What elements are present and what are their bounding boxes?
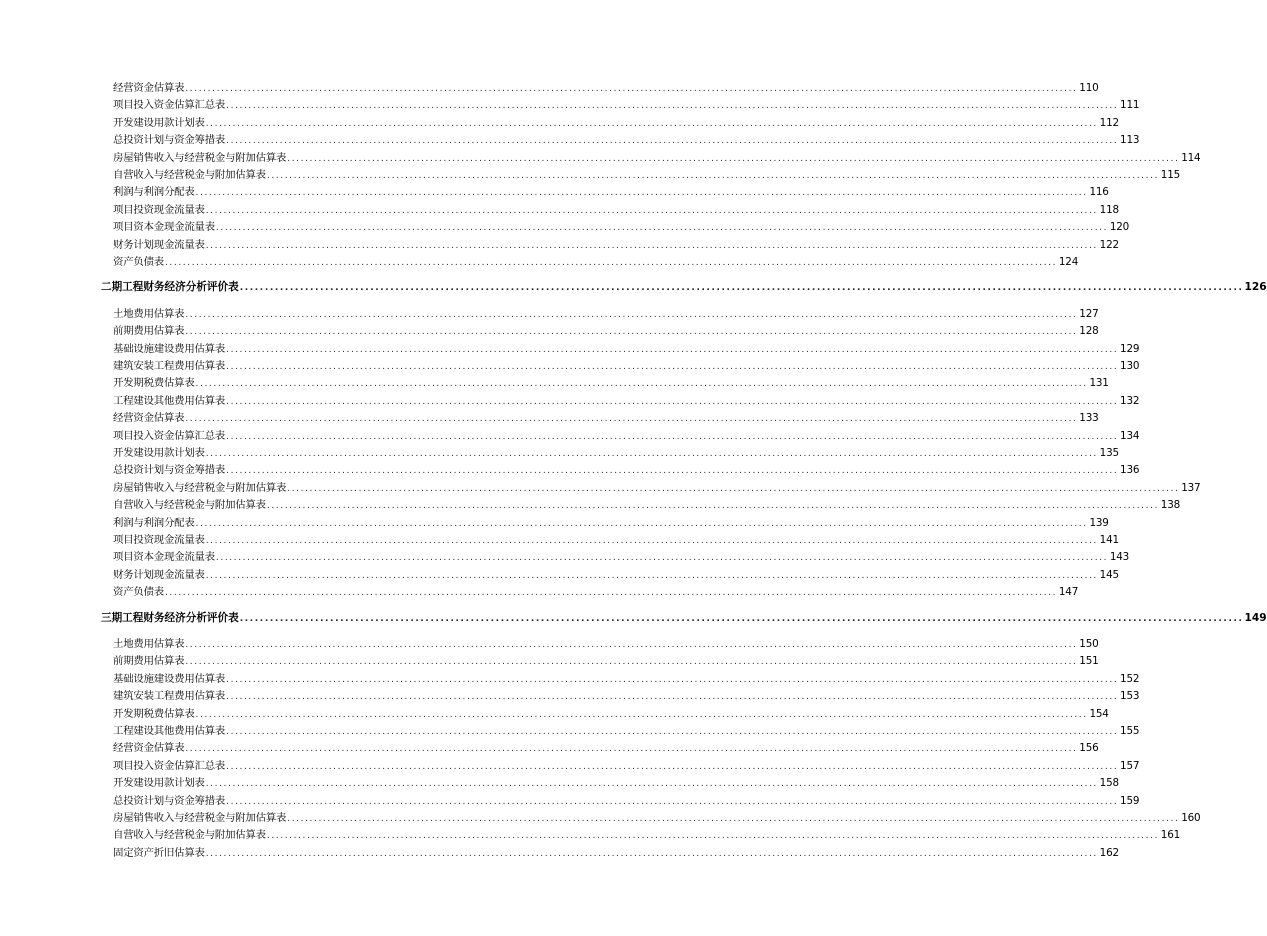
toc-dot-leader: ........................................................................................................................................................................................................ (164, 258, 1058, 268)
toc-entry-title: 项目投入资金估算汇总表 (113, 759, 226, 772)
toc-entry-title: 开发期税费估算表 (113, 707, 195, 720)
toc-entry-title: 房屋销售收入与经营税金与附加估算表 (113, 481, 287, 494)
toc-page-number: 145 (1099, 568, 1119, 581)
toc-entry[interactable] (113, 98, 1140, 112)
toc-entry-title: 财务计划现金流量表 (113, 238, 205, 251)
toc-entry-title: 开发建设用款计划表 (113, 777, 205, 790)
toc-entry[interactable] (113, 324, 1099, 338)
toc-entry[interactable] (113, 359, 1140, 373)
toc-dot-leader: ........................................................................................................................................................................................................ (185, 640, 1078, 650)
toc-entry[interactable] (113, 463, 1140, 477)
toc-entry[interactable] (113, 185, 1109, 199)
toc-dot-leader: ........................................................................................................................................................................................................ (226, 761, 1119, 772)
toc-entry-title: 财务计划现金流量表 (113, 568, 205, 581)
toc-entry-title: 自营收入与经营税金与附加估算表 (113, 169, 266, 181)
toc-page-number: 130 (1120, 360, 1140, 372)
toc-entry[interactable] (113, 637, 1099, 651)
toc-dot-leader: ........................................................................................................................................................................................................ (205, 570, 1098, 581)
toc-dot-leader: ........................................................................................................................................................................................................ (226, 431, 1119, 442)
toc-page-number: 133 (1079, 412, 1099, 425)
toc-entry-title: 开发建设用款计划表 (113, 116, 205, 129)
toc-page-number: 120 (1109, 221, 1130, 234)
toc-page-number: 155 (1120, 725, 1140, 737)
toc-entry[interactable] (113, 376, 1109, 390)
toc-dot-leader: ........................................................................................................................................................................................................ (205, 848, 1098, 859)
toc-page-number: 157 (1120, 759, 1140, 772)
toc-page-number: 135 (1099, 447, 1119, 459)
toc-page-number: 118 (1099, 203, 1119, 216)
toc-dot-leader: ........................................................................................................................................................................................................ (195, 709, 1088, 720)
toc-dot-leader: ........................................................................................................................................................................................................ (226, 101, 1119, 112)
toc-dot-leader: ........................................................................................................................................................................................................ (185, 414, 1078, 425)
toc-dot-leader: ........................................................................................................................................................................................................ (205, 205, 1098, 216)
toc-entry[interactable] (113, 307, 1099, 321)
toc-dot-leader: ........................................................................................................................................................................................................ (205, 118, 1098, 129)
toc-page-number: 162 (1099, 846, 1119, 859)
toc-page-number: 114 (1181, 151, 1201, 164)
toc-entry-title: 经营资金估算表 (113, 82, 185, 94)
toc-dot-leader: ........................................................................................................................................................................................................ (226, 692, 1119, 703)
toc-entry[interactable] (113, 516, 1109, 530)
toc-dot-leader: ........................................................................................................................................................................................................ (226, 396, 1119, 407)
toc-dot-leader: ........................................................................................................................................................................................................ (185, 84, 1078, 94)
toc-entry-title: 开发建设用款计划表 (113, 447, 205, 459)
toc-entry-title: 建筑安装工程费用估算表 (113, 360, 226, 372)
toc-dot-leader: ........................................................................................................................................................................................................ (226, 344, 1119, 355)
toc-entry[interactable] (113, 811, 1201, 825)
toc-entry[interactable] (113, 342, 1140, 356)
toc-dot-leader: ........................................................................................................................................................................................................ (226, 362, 1119, 372)
toc-dot-leader: ........................................................................................................................................................................................................ (215, 223, 1109, 234)
toc-page-number: 153 (1120, 690, 1140, 703)
toc-page-number: 159 (1120, 794, 1140, 807)
toc-entry[interactable] (113, 255, 1079, 269)
toc-page-number: 136 (1120, 464, 1140, 477)
toc-dot-leader: ........................................................................................................................................................................................................ (195, 379, 1088, 390)
toc-dot-leader: ........................................................................................................................................................................................................ (226, 466, 1119, 477)
toc-entry[interactable] (113, 654, 1099, 668)
toc-entry-title: 经营资金估算表 (113, 742, 185, 755)
toc-entry-title: 利润与利润分配表 (113, 516, 195, 529)
toc-entry[interactable] (113, 168, 1181, 182)
toc-entry-title: 基础设施建设费用估算表 (113, 342, 226, 355)
toc-entry-title: 三期工程财务经济分析评价表 (101, 611, 239, 624)
toc-entry-title: 项目投入资金估算汇总表 (113, 429, 226, 442)
toc-entry[interactable] (113, 481, 1201, 495)
toc-dot-leader: ........................................................................................................................................................................................................ (239, 283, 1244, 294)
toc-entry-title: 项目资本金现金流量表 (113, 221, 215, 234)
toc-dot-leader: ........................................................................................................................................................................................................ (185, 657, 1078, 668)
toc-dot-leader: ........................................................................................................................................................................................................ (205, 449, 1098, 459)
toc-dot-leader: ........................................................................................................................................................................................................ (266, 171, 1160, 181)
toc-page-number: 124 (1058, 256, 1079, 268)
toc-entry-title: 土地费用估算表 (113, 307, 185, 320)
toc-dot-leader: ........................................................................................................................................................................................................ (195, 188, 1088, 199)
toc-entry[interactable] (113, 846, 1119, 860)
toc-page-number: 158 (1099, 777, 1119, 790)
toc-page-number: 113 (1120, 134, 1140, 147)
toc-entry-title: 房屋销售收入与经营税金与附加估算表 (113, 812, 287, 824)
toc-entry-title: 总投资计划与资金筹措表 (113, 134, 226, 147)
toc-entry-title: 土地费用估算表 (113, 638, 185, 650)
toc-dot-leader: ........................................................................................................................................................................................................ (226, 727, 1119, 737)
toc-entry-title: 总投资计划与资金筹措表 (113, 794, 226, 807)
toc-entry-title: 工程建设其他费用估算表 (113, 725, 226, 737)
toc-entry[interactable] (113, 133, 1140, 147)
toc-page-number: 147 (1058, 586, 1079, 599)
toc-entry[interactable] (113, 689, 1140, 703)
toc-page-number: 134 (1120, 429, 1140, 442)
toc-entry-title: 自营收入与经营税金与附加估算表 (113, 829, 266, 842)
toc-section-entry[interactable] (101, 611, 1267, 626)
toc-page-number: 137 (1181, 481, 1201, 494)
toc-entry-title: 自营收入与经营税金与附加估算表 (113, 499, 266, 512)
toc-dot-leader: ........................................................................................................................................................................................................ (164, 588, 1058, 599)
toc-entry[interactable] (113, 116, 1119, 130)
toc-page-number: 112 (1099, 116, 1119, 129)
toc-page-number: 154 (1089, 707, 1109, 720)
toc-dot-leader: ........................................................................................................................................................................................................ (266, 501, 1160, 512)
toc-entry-title: 前期费用估算表 (113, 325, 185, 338)
toc-entry[interactable] (113, 220, 1130, 234)
toc-dot-leader: ........................................................................................................................................................................................................ (266, 831, 1160, 842)
toc-page-number: 151 (1079, 655, 1099, 668)
toc-page-number: 116 (1089, 186, 1109, 199)
toc-entry-title: 基础设施建设费用估算表 (113, 672, 226, 685)
toc-dot-leader: ........................................................................................................................................................................................................ (287, 483, 1180, 494)
toc-dot-leader: ........................................................................................................................................................................................................ (185, 744, 1078, 755)
toc-entry[interactable] (113, 672, 1140, 686)
toc-entry-title: 项目投入资金估算汇总表 (113, 99, 226, 112)
toc-page-number: 115 (1160, 169, 1181, 181)
toc-page-number: 156 (1079, 742, 1099, 755)
toc-entry-title: 房屋销售收入与经营税金与附加估算表 (113, 151, 287, 164)
toc-dot-leader: ........................................................................................................................................................................................................ (185, 309, 1078, 320)
toc-entry-title: 总投资计划与资金筹措表 (113, 464, 226, 477)
toc-entry[interactable] (113, 707, 1109, 721)
toc-entry-title: 经营资金估算表 (113, 412, 185, 425)
toc-page-number: 150 (1079, 638, 1099, 650)
toc-entry-title: 工程建设其他费用估算表 (113, 394, 226, 407)
toc-entry-title: 资产负债表 (113, 586, 164, 599)
toc-page-number: 160 (1181, 812, 1201, 824)
toc-page-number: 127 (1079, 307, 1099, 320)
toc-entry-title: 建筑安装工程费用估算表 (113, 690, 226, 703)
toc-entry[interactable] (113, 203, 1119, 217)
toc-page-number: 131 (1089, 377, 1109, 390)
toc-entry-title: 固定资产折旧估算表 (113, 846, 205, 859)
toc-entry-title: 项目投资现金流量表 (113, 203, 205, 216)
toc-dot-leader: ........................................................................................................................................................................................................ (205, 240, 1098, 251)
toc-page-number: 129 (1120, 342, 1140, 355)
toc-dot-leader: ........................................................................................................................................................................................................ (226, 796, 1119, 807)
toc-dot-leader: ........................................................................................................................................................................................................ (205, 779, 1098, 790)
toc-page-number: 152 (1120, 672, 1140, 685)
toc-entry[interactable] (113, 759, 1140, 773)
toc-dot-leader: ........................................................................................................................................................................................................ (226, 674, 1119, 685)
toc-entry[interactable] (113, 550, 1130, 564)
toc-page-number: 161 (1160, 829, 1181, 842)
toc-entry-title: 二期工程财务经济分析评价表 (101, 281, 239, 294)
toc-entry[interactable] (113, 411, 1099, 425)
toc-section-entry[interactable] (101, 280, 1267, 295)
toc-dot-leader: ........................................................................................................................................................................................................ (215, 553, 1109, 564)
toc-page-number: 141 (1099, 534, 1119, 546)
toc-entry-title: 前期费用估算表 (113, 655, 185, 668)
toc-dot-leader: ........................................................................................................................................................................................................ (287, 814, 1180, 824)
toc-entry[interactable] (113, 568, 1119, 582)
toc-entry[interactable] (113, 741, 1099, 755)
toc-page-number: 110 (1079, 82, 1099, 94)
toc-page-number: 122 (1099, 238, 1119, 251)
toc-page-number: 132 (1120, 394, 1140, 407)
toc-entry[interactable] (113, 828, 1181, 842)
toc-dot-leader: ........................................................................................................................................................................................................ (195, 518, 1088, 529)
toc-entry[interactable] (113, 724, 1140, 738)
toc-entry[interactable] (113, 533, 1119, 547)
toc-entry[interactable] (113, 794, 1140, 808)
toc-entry[interactable] (113, 446, 1119, 460)
toc-entry[interactable] (113, 81, 1099, 95)
toc-entry[interactable] (113, 151, 1201, 165)
toc-entry[interactable] (113, 429, 1140, 443)
toc-dot-leader: ........................................................................................................................................................................................................ (205, 536, 1098, 546)
toc-dot-leader: ........................................................................................................................................................................................................ (239, 613, 1244, 624)
toc-entry-title: 项目资本金现金流量表 (113, 551, 215, 564)
toc-entry[interactable] (113, 238, 1119, 252)
toc-page-number: 111 (1120, 99, 1140, 112)
toc-page-number: 139 (1089, 516, 1109, 529)
toc-entry-title: 利润与利润分配表 (113, 186, 195, 199)
toc-entry-title: 资产负债表 (113, 256, 164, 268)
toc-entry-title: 项目投资现金流量表 (113, 534, 205, 546)
toc-page-number: 128 (1079, 325, 1099, 338)
toc-page-number: 126 (1244, 281, 1267, 294)
toc-dot-leader: ........................................................................................................................................................................................................ (226, 136, 1119, 147)
toc-page-number: 143 (1109, 551, 1130, 564)
toc-page-number: 149 (1244, 611, 1267, 624)
toc-dot-leader: ........................................................................................................................................................................................................ (287, 153, 1180, 164)
toc-entry[interactable] (113, 394, 1140, 408)
toc-entry-title: 开发期税费估算表 (113, 377, 195, 390)
toc-entry[interactable] (113, 585, 1079, 599)
toc-entry[interactable] (113, 498, 1181, 512)
toc-entry[interactable] (113, 776, 1119, 790)
toc-page-number: 138 (1160, 499, 1181, 512)
toc-dot-leader: ........................................................................................................................................................................................................ (185, 327, 1078, 338)
